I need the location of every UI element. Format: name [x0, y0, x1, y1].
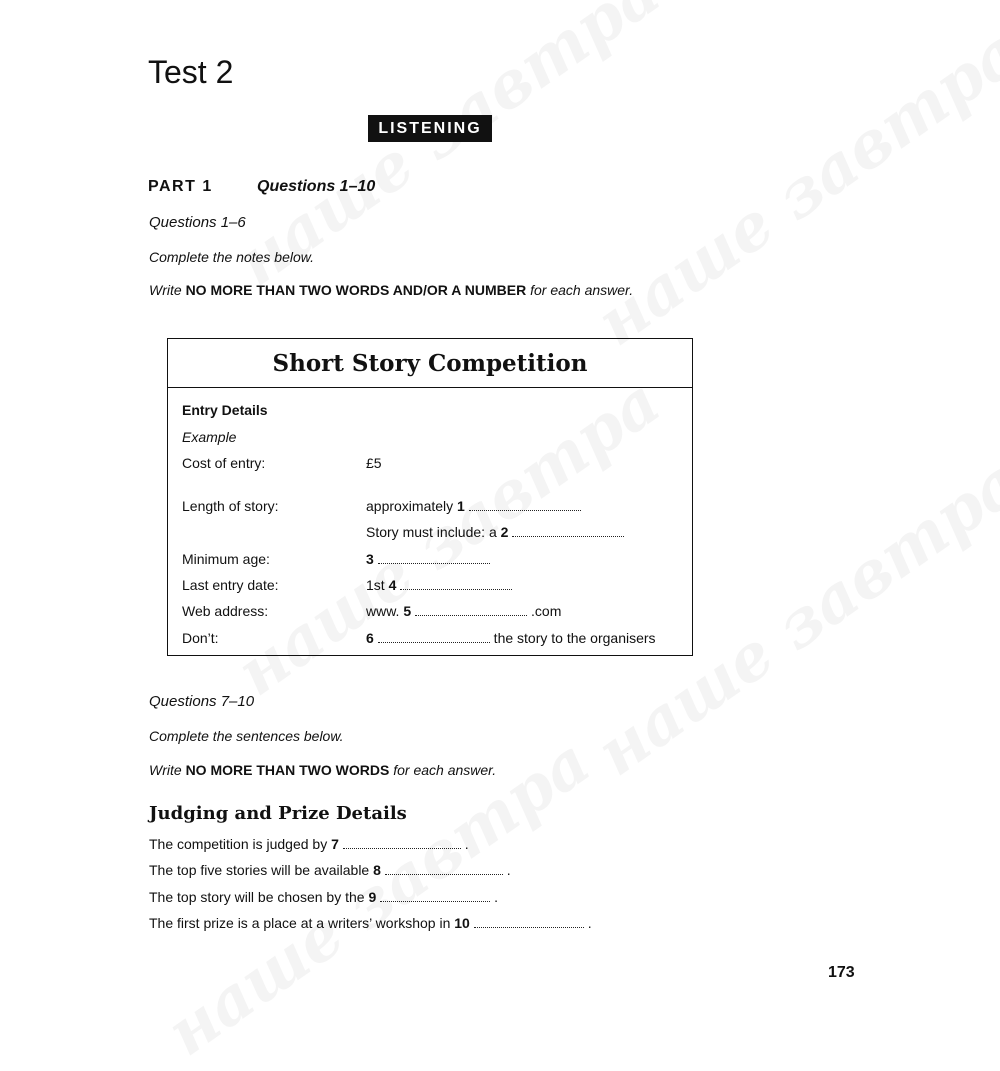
row-label-web: Web address: [182, 603, 269, 619]
example-label: Example [182, 429, 237, 445]
watermark-2 [583, 14, 1000, 361]
page-title: Test 2 [148, 54, 234, 90]
row-value-date: 1st 4 [366, 577, 512, 593]
row-label-cost: Cost of entry: [182, 455, 266, 471]
row-value-length: approximately 1 [366, 498, 581, 514]
row-label-date: Last entry date: [182, 577, 279, 593]
sentence-10: The first prize is a place at a writers’ workshop in 10 . [149, 915, 592, 931]
page-number: 173 [828, 964, 855, 981]
part-questions-range: Questions 1–10 [257, 178, 376, 195]
row-label-dont: Don’t: [182, 630, 219, 646]
group2-word-limit: Write NO MORE THAN TWO WORDS for each answer. [149, 762, 497, 778]
row-value-web: www. 5 .com [366, 603, 562, 619]
row-value-age: 3 [366, 551, 490, 567]
group2-instruction: Complete the sentences below. [149, 728, 344, 744]
sentence-8: The top five stories will be available 8 . [149, 862, 511, 878]
section-label: LISTENING [368, 115, 492, 142]
group1-range: Questions 1–6 [149, 214, 246, 231]
group1-word-limit: Write NO MORE THAN TWO WORDS AND/OR A NUMBER for each answer. [149, 282, 634, 298]
group2-range: Questions 7–10 [149, 693, 255, 710]
row-label-length: Length of story: [182, 498, 279, 514]
row-value-include: Story must include: a 2 [366, 524, 624, 540]
part-label: PART 1 [148, 178, 213, 195]
sentence-9: The top story will be chosen by the 9 . [149, 889, 499, 905]
group1-instruction: Complete the notes below. [149, 249, 314, 265]
sentence-7: The competition is judged by 7 . [149, 836, 469, 852]
entry-details-heading: Entry Details [182, 402, 268, 418]
notes-title: Short Story Competition [168, 339, 692, 388]
notes-box [167, 338, 693, 656]
row-value-dont: 6 the story to the organisers [366, 630, 656, 646]
row-label-age: Minimum age: [182, 551, 270, 567]
row-value-cost: £5 [366, 455, 382, 471]
judging-heading: Judging and Prize Details [149, 803, 407, 824]
